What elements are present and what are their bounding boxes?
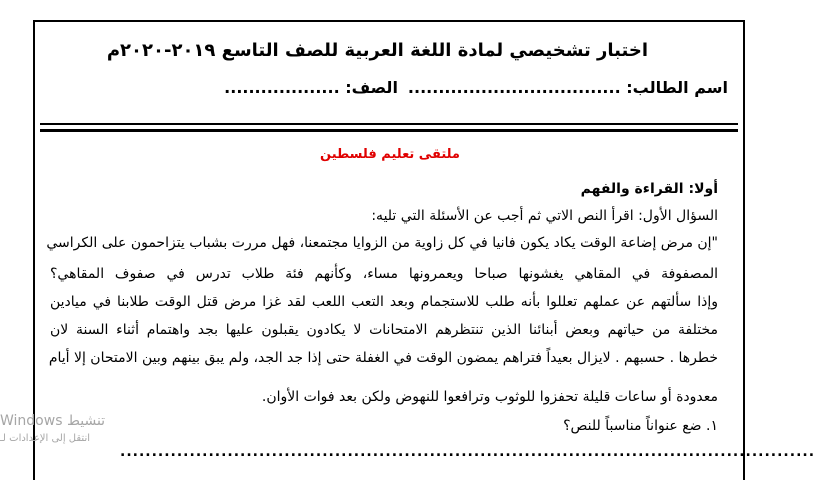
separator-thin xyxy=(40,123,738,125)
section-heading: أولا: القراءة والفهم xyxy=(580,181,718,197)
passage-line: وإذا سألتهم عن عملهم تعللوا بأنه طلب للاستجمام وبعد التعب اللعب لقد غزا مرض قتل الوقت طلابنا في ميادين xyxy=(50,294,718,310)
answer-line: .............................................................................................................. xyxy=(120,444,815,460)
passage-line: خطرها . حسبهم . لايزال بعيداً فتراهم يمضون الوقت في الغفلة حتى إذا جد الجد، ولم يبق بينهم وبين الامتحان إلا أيام xyxy=(48,350,718,366)
passage-line: المصفوفة في المقاهي يغشونها صباحا ويعمرونها مساء، وكأنهم فئة طلاب تدرس في صفوف المقاهي؟ xyxy=(50,266,718,282)
question-item-1: ١. ضع عنواناً مناسباً للنص؟ xyxy=(563,418,718,434)
class-field: الصف: ................... xyxy=(224,78,398,97)
passage-line: "إن مرض إضاعة الوقت يكاد يكون فانيا في كل زاوية من الزوايا مجتمعنا، فهل مررت بشباب يتزاحمون على الكراسي xyxy=(46,235,718,251)
watermark-line-1: Windows تنشيط xyxy=(0,413,106,429)
exam-title: اختبار تشخيصي لمادة اللغة العربية للصف التاسع ٢٠١٩-٢٠٢٠م xyxy=(106,40,648,61)
windows-activation-watermark xyxy=(0,412,105,448)
student-name-field: اسم الطالب: ................................... xyxy=(407,78,728,97)
student-info-line xyxy=(224,78,728,97)
passage-line: معدودة أو ساعات قليلة تحفزوا للوثوب وترافعوا للنهوض ولكن بعد فوات الأوان. xyxy=(261,389,718,405)
passage-line: مختلفة من حياتهم وبعض أبنائنا الذين تنتظرهم الامتحانات لا يكادون يقبلون عليها بجد واهتمام أثناء السنة لان xyxy=(50,322,718,338)
forum-name: ملتقى تعليم فلسطين xyxy=(320,147,460,162)
watermark-line-2: انتقل إلى الإعدادات لـ xyxy=(0,433,91,444)
separator-thick xyxy=(40,129,738,132)
question-intro: السؤال الأول: اقرأ النص الاتي ثم أجب عن الأسئلة التي تليه: xyxy=(371,208,718,224)
